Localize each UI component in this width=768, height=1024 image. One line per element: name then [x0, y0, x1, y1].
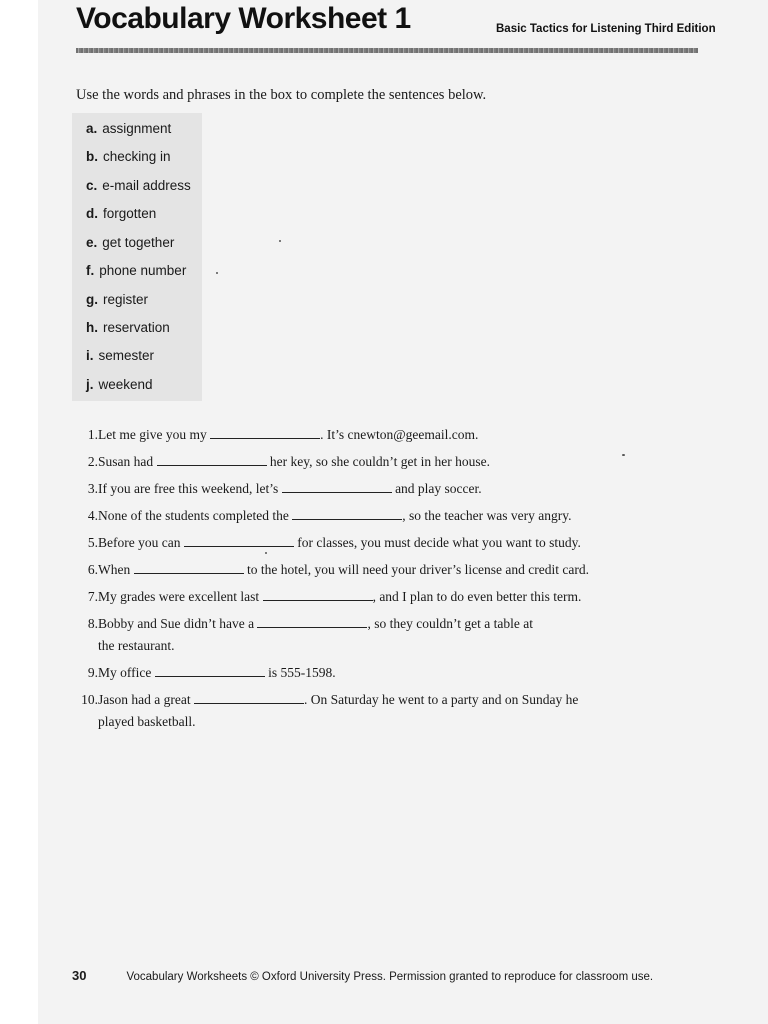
sentence-text-before: When: [98, 562, 134, 577]
instructions: Use the words and phrases in the box to complete the sentences below.: [76, 87, 487, 103]
sentence-text-after: for classes, you must decide what you want to study.: [293, 535, 581, 550]
word-item-i: [86, 348, 154, 363]
word-item-d: [86, 206, 156, 221]
sentence-4: [76, 505, 636, 527]
answer-blank[interactable]: [194, 691, 304, 704]
sentence-number: 10.: [81, 692, 98, 707]
word-letter: i.: [86, 348, 94, 363]
sentence-6: [76, 559, 636, 581]
answer-blank[interactable]: [210, 426, 320, 439]
word-text: forgotten: [103, 206, 157, 221]
sentence-text-after: . It’s cnewton@geemail.com.: [320, 427, 479, 442]
word-text: get together: [102, 235, 175, 250]
word-text: register: [103, 292, 149, 307]
sentence-text-after: . On Saturday he went to a party and on Sunday he: [303, 692, 579, 707]
sentence-9: [76, 662, 636, 684]
sentence-1: [76, 424, 636, 446]
sentence-text-before: If you are free this weekend, let’s: [98, 481, 282, 496]
sentence-text-before: Jason had a great: [98, 692, 194, 707]
answer-blank[interactable]: [155, 664, 265, 677]
word-item-a: [86, 121, 171, 136]
word-text: reservation: [103, 320, 170, 335]
sentence-number: 7.: [87, 589, 98, 604]
book-title: Basic Tactics for Listening Third Edition: [496, 23, 716, 35]
sentence-text-after: , so the teacher was very angry.: [402, 508, 572, 523]
sentence-3: [76, 478, 636, 500]
answer-blank[interactable]: [134, 561, 244, 574]
word-item-g: [86, 292, 148, 307]
word-letter: e.: [86, 235, 98, 250]
word-text: e-mail address: [102, 178, 191, 193]
page-footer: [72, 968, 653, 983]
word-text: weekend: [98, 377, 153, 392]
word-item-c: [86, 178, 191, 193]
sentence-number: 8.: [87, 616, 98, 631]
sentence-8: [76, 613, 636, 653]
sentence-text-after: is 555-1598.: [264, 665, 336, 680]
scan-speck: [216, 272, 218, 274]
scan-speck: [265, 552, 267, 554]
sentence-number: 2.: [87, 454, 98, 469]
scan-speck: [279, 240, 281, 242]
sentence-number: 1.: [87, 427, 98, 442]
sentence-text-before: My grades were excellent last: [98, 589, 263, 604]
word-item-b: [86, 149, 171, 164]
sentence-7: [76, 586, 636, 608]
word-letter: f.: [86, 263, 95, 278]
word-text: semester: [98, 348, 155, 363]
word-text: assignment: [102, 121, 172, 136]
sentence-text-after: , and I plan to do even better this term.: [372, 589, 582, 604]
sentence-number: 9.: [87, 665, 98, 680]
sentence-text-after: and play soccer.: [391, 481, 482, 496]
word-item-e: [86, 235, 174, 250]
sentence-text-before: None of the students completed the: [98, 508, 293, 523]
footer-text: Vocabulary Worksheets © Oxford University Press. Permission granted to reproduce for classroom use.: [126, 971, 654, 983]
answer-blank[interactable]: [257, 615, 367, 628]
sentence-text-after: to the hotel, you will need your driver’s license and credit card.: [243, 562, 589, 577]
sentence-number: 4.: [87, 508, 98, 523]
word-letter: g.: [86, 292, 98, 307]
answer-blank[interactable]: [282, 480, 392, 493]
answer-blank[interactable]: [184, 534, 294, 547]
sentence-text-after: her key, so she couldn’t get in her house.: [266, 454, 490, 469]
word-text: phone number: [99, 263, 187, 278]
page-number: 30: [72, 968, 87, 983]
sentence-number: 3.: [87, 481, 98, 496]
word-letter: h.: [86, 320, 98, 335]
answer-blank[interactable]: [157, 453, 267, 466]
word-letter: b.: [86, 149, 98, 164]
sentence-number: 6.: [87, 562, 98, 577]
word-item-f: [86, 263, 186, 278]
sentence-number: 5.: [87, 535, 98, 550]
answer-blank[interactable]: [292, 507, 402, 520]
word-item-j: [86, 377, 153, 392]
word-letter: d.: [86, 206, 98, 221]
word-letter: a.: [86, 121, 98, 136]
sentence-5: [76, 532, 636, 554]
sentence-text-line2: played basketball.: [98, 714, 196, 729]
header-rule: [76, 48, 698, 53]
sentence-10: [76, 689, 636, 729]
word-letter: j.: [86, 377, 94, 392]
answer-blank[interactable]: [263, 588, 373, 601]
sentence-text-after: , so they couldn’t get a table at: [367, 616, 533, 631]
sentence-2: [76, 451, 636, 473]
scan-speck: [622, 454, 625, 456]
page-title: Vocabulary Worksheet 1: [76, 2, 411, 35]
sentence-text-before: Susan had: [98, 454, 157, 469]
word-item-h: [86, 320, 170, 335]
word-letter: c.: [86, 178, 98, 193]
sentence-text-before: My office: [98, 665, 155, 680]
sentence-text-before: Bobby and Sue didn’t have a: [98, 616, 258, 631]
sentence-text-before: Before you can: [98, 535, 184, 550]
sentence-text-line2: the restaurant.: [98, 638, 175, 653]
sentence-text-before: Let me give you my: [98, 427, 211, 442]
word-text: checking in: [103, 149, 171, 164]
